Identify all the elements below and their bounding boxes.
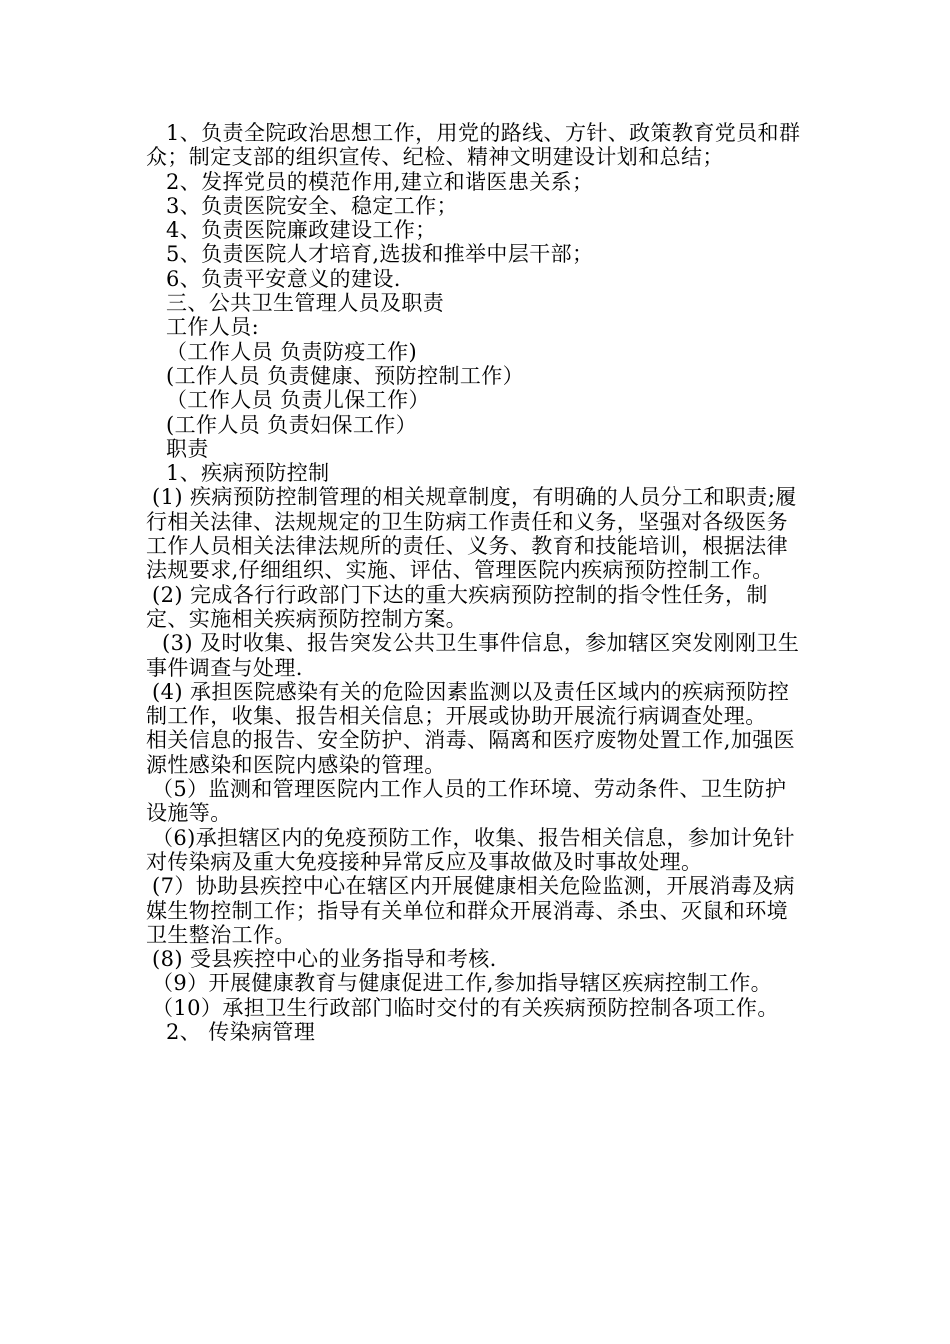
item-4: (4) 承担医院感染有关的危险因素监测以及责任区域内的疾病预防控制工作，收集、报告相关信息；开展或协助开展流行病调查处理。 (146, 679, 790, 729)
paragraph-6: 6、负责平安意义的建设. (166, 266, 401, 291)
item-7: (7）协助县疾控中心在辖区内开展健康相关危险监测，开展消毒及病媒生物控制工作；指导有关单位和群众开展消毒、杀虫、灭鼠和环境卫生整治工作。 (146, 874, 795, 947)
item-8: (8) 受县疾控中心的业务指导和考核. (152, 947, 497, 972)
staff-line-3: （工作人员 负责儿保工作） (166, 388, 430, 413)
subheading-infectious-disease: 2、 传染病管理 (166, 1019, 316, 1044)
item-2: (2) 完成各行行政部门下达的重大疾病预防控制的指令性任务，制定、实施相关疾病预防控制方案。 (146, 582, 768, 631)
subheading-disease-control: 1、疾病预防控制 (166, 461, 330, 486)
item-4-continued: 相关信息的报告、安全防护、消毒、隔离和医疗废物处置工作,加强医源性感染和医院内感染的管理。 (146, 728, 796, 777)
section-heading-public-health: 三、公共卫生管理人员及职责 (166, 291, 445, 316)
paragraph-5: 5、负责医院人才培育,选拔和推举中层干部； (166, 242, 594, 267)
item-6: （6)承担辖区内的免疫预防工作，收集、报告相关信息，参加计免针对传染病及重大免疫接种异常反应及事故做及时事故处理。 (146, 825, 795, 874)
staff-line-4: (工作人员 负责妇保工作） (166, 412, 418, 437)
staff-line-1: （工作人员 负责防疫工作) (166, 339, 418, 364)
item-1: (1) 疾病预防控制管理的相关规章制度，有明确的人员分工和职责;履行相关法律、法规规定的卫生防病工作责任和义务，坚强对各级医务工作人员相关法律法规所的责任、义务、教育和技能培训，根据法律法规要求,仔细组织、实施、评估、管理医院内疾病预防控制工作。 (146, 485, 797, 583)
paragraph-4: 4、负责医院廉政建设工作； (166, 218, 437, 243)
staff-label: 工作人员: (166, 315, 260, 340)
paragraph-3: 3、负责医院安全、稳定工作； (166, 193, 458, 218)
item-9: （9）开展健康教育与健康促进工作,参加指导辖区疾病控制工作。 (152, 971, 773, 996)
paragraph-1: 1、负责全院政治思想工作，用党的路线、方针、政策教育党员和群众；制定支部的组织宣传、纪检、精神文明建设计划和总结； (146, 121, 801, 170)
paragraph-2: 2、发挥党员的模范作用,建立和谐医患关系； (166, 169, 594, 194)
item-10: （10）承担卫生行政部门临时交付的有关疾病预防控制各项工作。 (152, 995, 779, 1020)
document-body (146, 121, 806, 1044)
duties-label: 职责 (166, 436, 209, 461)
staff-line-2: (工作人员 负责健康、预防控制工作） (166, 363, 525, 388)
item-3: (3) 及时收集、报告突发公共卫生事件信息，参加辖区突发刚刚卫生事件调查与处理. (146, 631, 800, 680)
item-5: （5）监测和管理医院内工作人员的工作环境、劳动条件、卫生防护设施等。 (146, 777, 787, 826)
